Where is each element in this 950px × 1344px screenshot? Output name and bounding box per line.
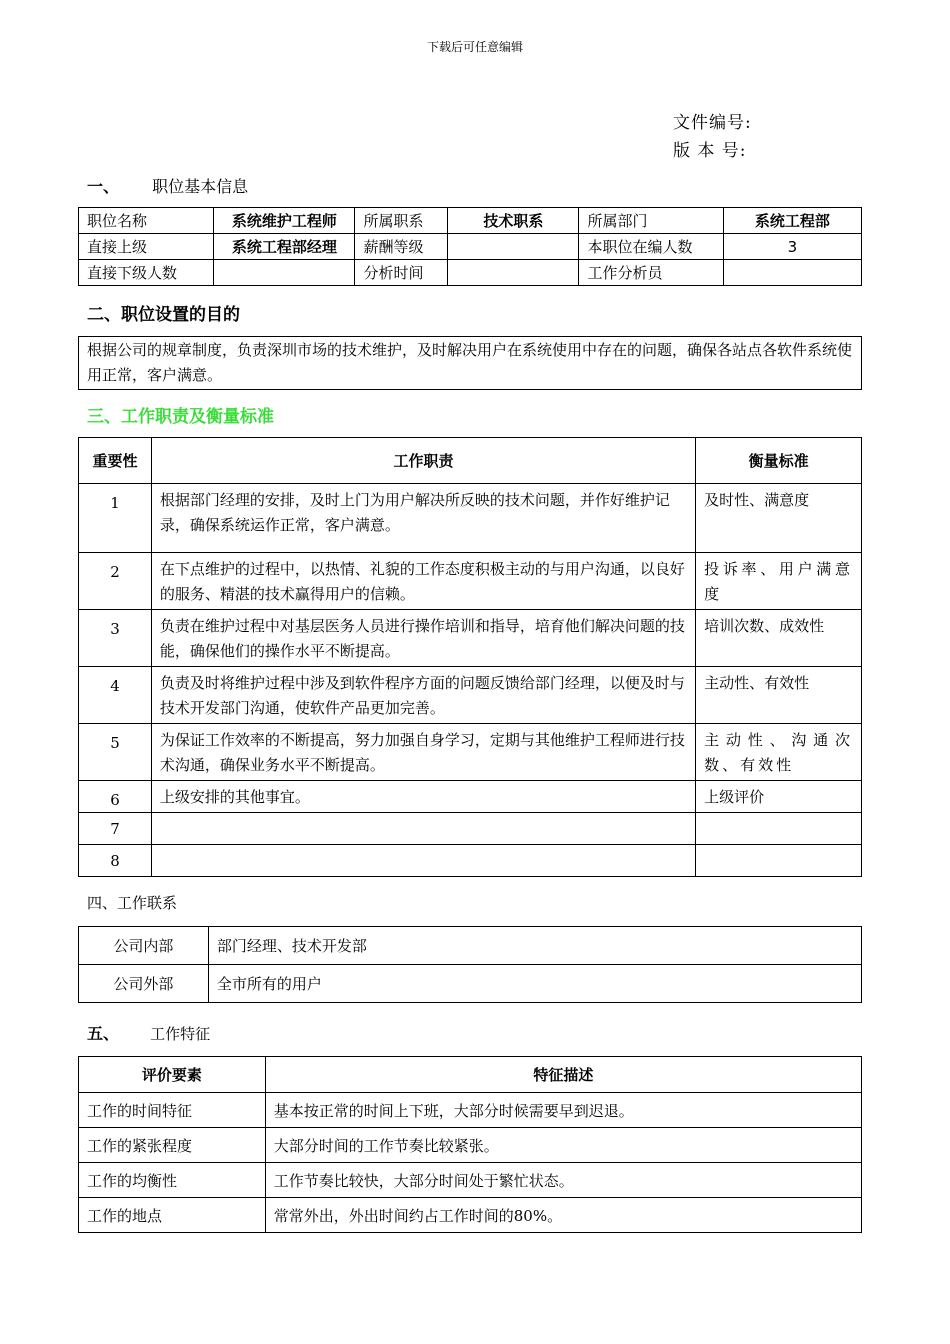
position-name-value: 系统维护工程师 [214,208,355,234]
purpose-text: 根据公司的规章制度，负责深圳市场的技术维护，及时解决用户在系统使用中存在的问题，确保各站点各软件系统使用正常，客户满意。 [79,337,862,390]
features-header-row [79,1057,862,1093]
duty-standard [696,845,862,877]
table-row [79,781,862,813]
duty-text: 上级安排的其他事宜。 [151,781,695,813]
job-family-value: 技术职系 [448,208,579,234]
duty-standard: 主动性、沟通次数、有效性 [696,724,862,781]
basic-info-row [79,234,862,260]
section5-heading [87,1021,210,1044]
duty-standard: 及时性、满意度 [696,484,862,553]
cell: 直接上级 [79,234,214,260]
section1-title: 职位基本信息 [152,177,249,196]
feature-description: 基本按正常的时间上下班，大部分时候需要早到迟退。 [265,1093,861,1128]
basic-info-row [79,260,862,286]
table-row [79,1163,862,1198]
cell: 直接下级人数 [79,260,214,286]
subordinates-value [214,260,355,286]
duties-table [78,437,862,877]
table-row [79,667,862,724]
section5-num: 五、 [87,1024,120,1043]
duty-text: 负责在维护过程中对基层医务人员进行操作培训和指导，培育他们解决问题的技能，确保他们的操作水平不断提高。 [151,610,695,667]
duties-header-row [79,438,862,484]
cell: 分析时间 [355,260,448,286]
section1-num: 一、 [87,177,120,196]
duty-standard [696,813,862,845]
duty-standard: 投诉率、用户满意度 [696,553,862,610]
header-importance: 重要性 [79,438,152,484]
duty-standard: 培训次数、成效性 [696,610,862,667]
duty-number: 3 [79,610,152,667]
table-row [79,484,862,553]
feature-factor: 工作的地点 [79,1198,266,1233]
duty-number: 1 [79,484,152,553]
cell: 职位名称 [79,208,214,234]
contacts-table [78,926,862,1003]
table-row [79,553,862,610]
duty-number: 4 [79,667,152,724]
section5-title: 工作特征 [150,1025,211,1043]
duty-number: 6 [79,781,152,813]
duty-standard: 主动性、有效性 [696,667,862,724]
feature-description: 常常外出，外出时间约占工作时间的80%。 [265,1198,861,1233]
section2-title: 二、职位设置的目的 [87,305,240,325]
duty-text: 在下点维护的过程中，以热情、礼貌的工作态度积极主动的与用户沟通，以良好的服务、精湛的技术赢得用户的信赖。 [151,553,695,610]
duty-text: 根据部门经理的安排，及时上门为用户解决所反映的技术问题，并作好维护记录，确保系统运作正常，客户满意。 [151,484,695,553]
contact-label: 公司内部 [79,927,209,965]
file-number-label: 文件编号: [673,113,752,133]
cell: 工作分析员 [579,260,723,286]
contact-label: 公司外部 [79,965,209,1003]
duty-text: 负责及时将维护过程中涉及到软件程序方面的问题反馈给部门经理，以便及时与技术开发部门沟通，使软件产品更加完善。 [151,667,695,724]
header-duty: 工作职责 [151,438,695,484]
table-row [79,1198,862,1233]
feature-factor: 工作的时间特征 [79,1093,266,1128]
basic-info-table [78,207,862,286]
cell: 所属职系 [355,208,448,234]
header-description: 特征描述 [265,1057,861,1093]
cell: 薪酬等级 [355,234,448,260]
section4-title: 四、工作联系 [87,894,178,912]
header-factor: 评价要素 [79,1057,266,1093]
cell: 所属部门 [579,208,723,234]
contact-value: 部门经理、技术开发部 [208,927,861,965]
table-row [79,724,862,781]
salary-grade-value [448,234,579,260]
feature-description: 大部分时间的工作节奏比较紧张。 [265,1128,861,1163]
purpose-table [78,336,862,390]
duty-text: 为保证工作效率的不断提高，努力加强自身学习，定期与其他维护工程师进行技术沟通，确保业务水平不断提高。 [151,724,695,781]
table-row [79,845,862,877]
header-standard: 衡量标准 [696,438,862,484]
table-row [79,1128,862,1163]
basic-info-row [79,208,862,234]
contact-value: 全市所有的用户 [208,965,861,1003]
feature-factor: 工作的紧张程度 [79,1128,266,1163]
section3-title: 三、工作职责及衡量标准 [87,407,274,427]
feature-factor: 工作的均衡性 [79,1163,266,1198]
duty-text [151,845,695,877]
table-row [79,927,862,965]
version-label: 版 本 号: [673,141,747,161]
supervisor-value: 系统工程部经理 [214,234,355,260]
analyst-value [723,260,861,286]
cell: 本职位在编人数 [579,234,723,260]
header-note: 下载后可任意编辑 [426,40,523,54]
table-row [79,1093,862,1128]
duty-number: 5 [79,724,152,781]
duty-number: 7 [79,813,152,845]
feature-description: 工作节奏比较快，大部分时间处于繁忙状态。 [265,1163,861,1198]
table-row [79,813,862,845]
table-row [79,610,862,667]
section1-heading [87,174,248,197]
duty-number: 2 [79,553,152,610]
headcount-value: 3 [723,234,861,260]
features-table [78,1056,862,1233]
table-row [79,965,862,1003]
department-value: 系统工程部 [723,208,861,234]
duty-standard: 上级评价 [696,781,862,813]
duty-text [151,813,695,845]
duty-number: 8 [79,845,152,877]
analysis-time-value [448,260,579,286]
